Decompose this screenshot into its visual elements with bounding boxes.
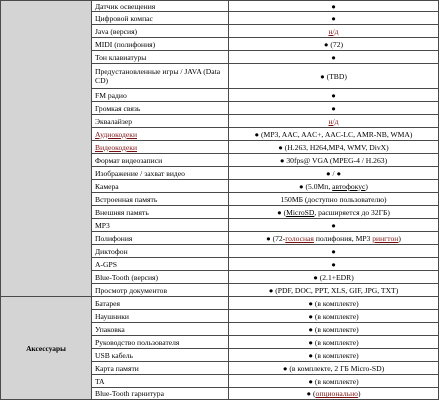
row-bluetooth-value: ● (2.1+EDR): [229, 271, 439, 284]
row-compass-label: Цифровой компас: [92, 12, 229, 25]
row-key-tone-label: Тон клавиатуры: [92, 51, 229, 64]
row-usb-cable-label: USB кабель: [92, 349, 229, 362]
camera-value-text: ● (5.0Mп,: [299, 181, 333, 191]
row-games-value: ● (TBD): [229, 64, 439, 89]
row-image-capture-label: Изображение / захват видео: [92, 167, 229, 180]
row-speakerphone-label: Громкая связь: [92, 102, 229, 115]
row-equalizer-label: Эквалайзер: [92, 115, 229, 128]
polyphony-value-mid: полифония, MP3: [313, 233, 373, 243]
external-memory-value-text: ● (: [277, 207, 287, 217]
table-row: [1, 1, 439, 12]
voice-link[interactable]: голосная: [285, 233, 314, 243]
row-internal-memory-label: Встроенная память: [92, 193, 229, 206]
row-fm-radio-value: ●: [229, 89, 439, 102]
row-fm-radio-label: FM радио: [92, 89, 229, 102]
ringtone-link[interactable]: рингтон: [372, 233, 399, 243]
row-video-codecs-label: [92, 141, 229, 154]
table-row: [1, 297, 439, 310]
row-memory-card-value: ● (в комплекте, 2 ГБ Micro-SD): [229, 362, 439, 375]
row-package-label: Упаковка: [92, 323, 229, 336]
row-games-label: Предустановленные игры / JAVA (Data CD): [92, 64, 229, 89]
row-ta-value: ● (в комплекте): [229, 375, 439, 388]
row-polyphony-value: [229, 232, 439, 245]
row-bt-headset-value: [229, 388, 439, 400]
row-external-memory-label: Внешняя память: [92, 206, 229, 219]
equalizer-value-link[interactable]: н/д: [328, 116, 339, 126]
row-camera-value: [229, 180, 439, 193]
section-accessories-cell: Аксессуары: [1, 297, 92, 400]
bt-headset-value-close: ): [357, 389, 361, 398]
row-camera-label: Камера: [92, 180, 229, 193]
row-recorder-label: Диктофон: [92, 245, 229, 258]
row-image-capture-value: ● / ●: [229, 167, 439, 180]
row-polyphony-label: Полифония: [92, 232, 229, 245]
row-bt-headset-label: Blue-Tooth гарнитура: [92, 388, 229, 400]
row-ta-label: TA: [92, 375, 229, 388]
row-recorder-value: ●: [229, 245, 439, 258]
row-battery-value: ● (в комплекте): [229, 297, 439, 310]
autofocus-link[interactable]: автофокус: [332, 181, 366, 191]
row-memory-card-label: Карта памяти: [92, 362, 229, 375]
row-usb-cable-value: ● (в комплекте): [229, 349, 439, 362]
row-equalizer-value: [229, 115, 439, 128]
row-bluetooth-label: Blue-Tooth (версия): [92, 271, 229, 284]
polyphony-value-text: ● (72-: [266, 233, 286, 243]
row-video-codecs-value: ● (H.263, H264,MP4, WMV, DivX): [229, 141, 439, 154]
row-compass-value: ●: [229, 12, 439, 25]
camera-value-close: ): [365, 181, 368, 191]
row-speakerphone-value: ●: [229, 102, 439, 115]
row-video-format-value: ● 30fps@ VGA (MPEG-4 / H.263): [229, 154, 439, 167]
polyphony-value-close: ): [398, 233, 401, 243]
row-audio-codecs-label: [92, 128, 229, 141]
row-user-manual-label: Руководство пользователя: [92, 336, 229, 349]
row-mp3-label: MP3: [92, 219, 229, 232]
row-mp3-value: ●: [229, 219, 439, 232]
row-battery-label: Батарея: [92, 297, 229, 310]
row-light-sensor-label: Датчик освещения: [92, 1, 229, 12]
row-user-manual-value: ● (в комплекте): [229, 336, 439, 349]
row-headphones-value: ● (в комплекте): [229, 310, 439, 323]
optional-link[interactable]: опционально: [315, 389, 358, 398]
row-midi-label: MIDI (полифония): [92, 38, 229, 51]
row-java-value: [229, 25, 439, 38]
row-headphones-label: Наушники: [92, 310, 229, 323]
row-java-label: Java (версия): [92, 25, 229, 38]
row-document-viewer-label: Просмотр документов: [92, 284, 229, 297]
row-midi-value: ● (72): [229, 38, 439, 51]
row-agps-label: A-GPS: [92, 258, 229, 271]
row-document-viewer-value: ● (PDF, DOC, PPT, XLS, GIF, JPG, TXT): [229, 284, 439, 297]
bt-headset-value-text: ● (: [306, 389, 316, 398]
row-agps-value: ●: [229, 258, 439, 271]
row-audio-codecs-value: ● (MP3, AAC, AAC+, AAC-LC, AMR-NB, WMA): [229, 128, 439, 141]
row-package-value: ● (в комплекте): [229, 323, 439, 336]
section-features-cell: [1, 1, 92, 297]
microsd-link[interactable]: MicroSD: [286, 207, 315, 217]
row-external-memory-value: [229, 206, 439, 219]
audio-codecs-link[interactable]: Аудиокодеки: [95, 129, 138, 139]
row-light-sensor-value: ●: [229, 1, 439, 12]
row-key-tone-value: ●: [229, 51, 439, 64]
row-video-format-label: Формат видеозаписи: [92, 154, 229, 167]
row-internal-memory-value: 150МБ (доступно пользователю): [229, 193, 439, 206]
java-value-link[interactable]: н/д: [328, 26, 339, 36]
video-codecs-link[interactable]: Видеокодеки: [95, 142, 138, 152]
external-memory-value-tail: , расширяется до 32ГБ): [314, 207, 390, 217]
